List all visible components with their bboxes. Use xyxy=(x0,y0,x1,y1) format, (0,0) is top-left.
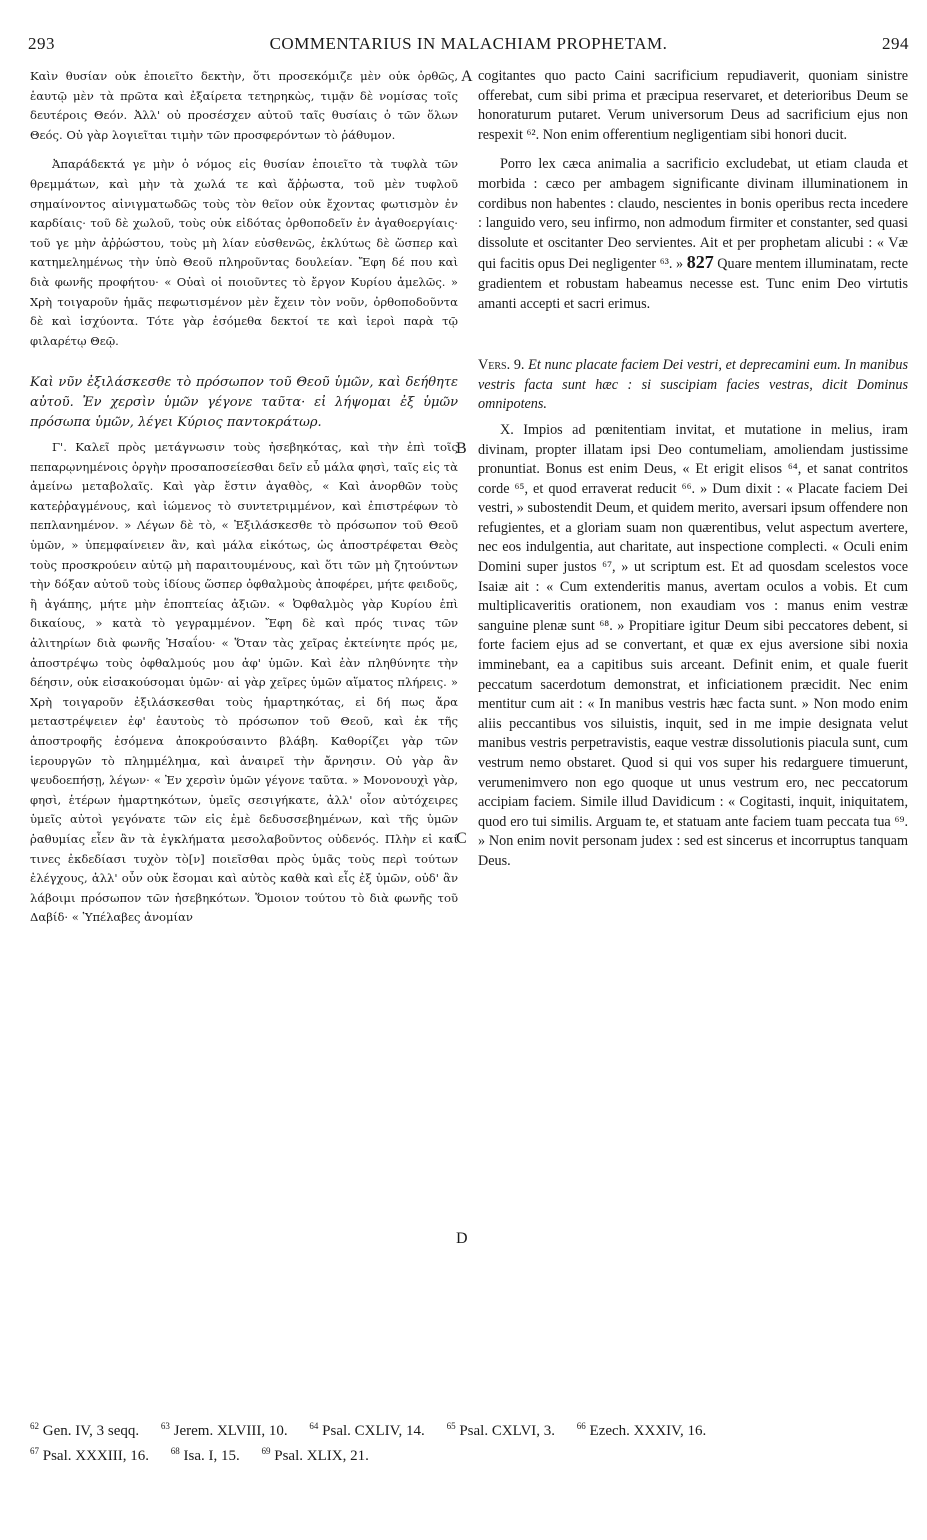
running-header xyxy=(28,34,909,56)
footnote-64: $^{64}$ Psal. CXLIV, 14. xyxy=(309,1421,425,1439)
margin-marker-a: A xyxy=(461,68,473,85)
greek-paragraph-2: Ἀπαράδεκτά γε μὴν ὁ νόμος εἰς θυσίαν ἐποιεῖτο τὰ τυφλὰ τῶν θρεμμάτων, καὶ μὴν τὰ χωλά τε καὶ ἄῤῥωστα, τοῦ μὲν τυφλοῦ σημαίνοντος αἰνιγματωδῶς τοὺς τὸν θεῖον οὐκ ἔχοντας φωτισμὸν ἐν καρδίαις· τοῦ δὲ χωλοῦ, τοὺς οὐκ εἰδότας ὀρθοποδεῖν ἐν ἀγαθοεργίαις· τοῦ γε μὴν ἀῤῥώστου, τοὺς μὴ λίαν εὐσθενῶς, ἐκλύτως δὲ ὥσπερ καὶ κατημελημένως τὴν ὑπὸ Θεοῦ πληροῦντας δουλείαν. Ἔφη δέ που καὶ διὰ φωνῆς προφήτου· « Οὐαὶ οἱ ποιοῦντες τὸ ἔργον Κυρίου ἀμελῶς. » Χρὴ τοιγαροῦν ἡμᾶς πεφωτισμένον μὲν ἔχειν τὸν νοῦν, ὀρθοποδοῦντα δὲ καὶ ἰσχύοντα. Τότε γὰρ ἐσόμεθα δεκτοί τε καὶ ἱεροὶ παρὰ τῷ φιλαρέτῳ Θεῷ. xyxy=(30,157,458,348)
footnotes xyxy=(30,1416,909,1466)
footnote-63: $^{63}$ Jerem. XLVIII, 10. xyxy=(160,1421,288,1439)
footnote-65: $^{65}$ Psal. CXLVI, 3. xyxy=(446,1421,556,1439)
page-number-right: 294 xyxy=(882,34,909,53)
latin-lemma xyxy=(478,356,908,415)
latin-paragraph-2a xyxy=(478,155,908,314)
latin-lemma-text: Et nunc placate faciem Dei vestri, et deprecamini eum. In manibus vestris facta sunt hæc : si suscipiam facies vestras, dicit Dominus omnipotens. xyxy=(478,357,909,413)
margin-marker-c: C xyxy=(456,830,467,847)
footnote-line-2 xyxy=(30,1441,909,1466)
latin-paragraph-2b-text: Quare mentem illuminatam, recte gradientem et robustam habeamus necesse est. Tunc enim Deo virtutis amanti accepti et sacri erimus. xyxy=(478,256,909,312)
footnote-68: $^{68}$ Isa. I, 15. xyxy=(170,1446,240,1464)
verse-label: Vers. 9. xyxy=(478,357,525,374)
greek-paragraph-1: Καὶν θυσίαν οὐκ ἐποιεῖτο δεκτὴν, ὅτι προσεκόμιζε μὲν οὐκ ὀρθῶς, ἑαυτῷ μὲν τὰ πρῶτα καὶ ἐξαίρετα τετηρηκὼς, τιμᾷν δὲ νομίσας τοῖς δευτέροις Θεόν. Ἀλλ' οὐ προσέσχεν αὐτοῦ ταῖς θυσίαις ὁ τῶν ὅλων Θεός. Οὐ γὰρ λογιεῖται τιμὴν τῶν προσφερόντων τὸ ῥάθυμον. xyxy=(30,69,458,142)
page-number-left: 293 xyxy=(28,34,55,53)
greek-paragraph-3: Γ'. Καλεῖ πρὸς μετάγνωσιν τοὺς ἠσεβηκότας, καὶ τὴν ἐπὶ τοῖς πεπαρῳνημένοις ὀργὴν προσαποσείεσθαι δεῖν εὖ μάλα φησὶ, ταῖς εἰς τὰ ἀμείνω μεταβολαῖς. Καὶ γὰρ ἔστιν ἀγαθὸς, « Καὶ ἀνορθῶν τοὺς κατεῤῥαγμένους, καὶ ἰώμενος τὸ συντετριμμένον, καὶ ἐπιστρέφων τὸ πεπλανημένον. » Λέγων δὲ τὸ, « Ἐξιλάσκεσθε τὸ πρόσωπον τοῦ Θεοῦ ὑμῶν, » ὑπεμφαίνειεν ἂν, καὶ μάλα εἰκότως, ὡς ἀποστρέφεται Θεὸς τοὺς προσκρούειν αὐτῷ μὴ παραιτουμένους, καὶ ὅτι τῶν μὴ ζητούντων τὴν δόξαν αὐτοῦ τοὺς ἰδίους ὥσπερ ὀφθαλμοὺς ἀποφέρει, μήτε φειδοῦς, ἢ ἀγάπης, μήτε μὴν ἐποπτείας ἀξιῶν. « Ὀφθαλμὸς γὰρ Κυρίου ἐπὶ δικαίους, » κατὰ τὸ γεγραμμένον. Ἔφη δὲ καὶ πρός τινας τῶν ἀλιτηρίων διὰ φωνῆς Ἡσαΐου· « Ὅταν τὰς χεῖρας ἐκτείνητε πρός με, ἀποστρέψω τοὺς ὀφθαλμούς μου ἀφ' ὑμῶν. Καὶ ἐὰν πληθύνητε τὴν δέησιν, οὐκ εἰσακούσομαι ὑμῶν· αἱ γὰρ χεῖρες ὑμῶν αἵματος πλήρεις. » Χρὴ τοιγαροῦν ἐξιλάσκεσθαι τοὺς ἡμαρτηκότας, εἰ δή πως ἄρα μεταστρέψειεν ἐφ' ἑαυτοὺς τὸ πρόσωπον τοῦ Θεοῦ, καὶ ἐκ τῆς ἀποστροφῆς ἐσόμενα ἀποκρούσαιντο βλάβη. Καθορίζει γὰρ τῶν ἱερουργῶν τὸ πλημμέλημα, καὶ ἀναιρεῖ τὴν ἄρνησιν. Οὐ γὰρ ἂν ψευδοεπήσῃ, λέγων· « Ἐν χερσὶν ὑμῶν γέγονε ταῦτα. » Μονονουχὶ γὰρ, φησὶ, ἑτέρων ἡμαρτηκότων, ὑμεῖς σεσιγήκατε, ἀλλ' οἷον αὐτόχειρες ὑμεῖς αὐτοὶ γεγόνατε τῶν εἰς ἐμὲ δεδυσσεβημένων, καὶ τῆς ὑμῶν ῥαθυμίας εἶεν ἂν τὰ ἐγκλήματα μεσολαβοῦντος οὐδενός. Πλὴν εἰ καί τινες ἐκδεδίασι τυχὸν τὸ[ν] ποιεῖσθαι πρὸς ὑμᾶς τοὺς περὶ τούτων ἐλέγχους, ἀλλ' οὖν οὐκ ἔσομαι καὶ αὐτὸς καθὰ καὶ εἷς ἐξ ὑμῶν, οὐδ' ἂν λάβοιμι πρόσωπον τῶν ἠσεβηκότων. Ὅμοιον τούτου τὸ διὰ φωνῆς τοῦ Δαβίδ· « Ὑπέλαβες ἀνομίαν xyxy=(30,440,458,925)
footnote-69: $^{69}$ Psal. XLIX, 21. xyxy=(261,1446,369,1464)
latin-paragraph-2a-text: Porro lex cæca animalia a sacrificio excludebat, ut etiam clauda et morbida : cæco per ambagem significante divinam illuminationem in cordibus non habentes : claudo, nescientes in bonis operibus recta incedere : languido vero, seu infirmo, non admodum firmiter et constanter, sed quasi dissolute et oscitanter Deo servientes. Ait et per prophetam alicubi : « Væ qui facitis opus Dei negligenter ⁶³. » xyxy=(478,156,908,273)
greek-column xyxy=(30,67,458,928)
latin-column xyxy=(478,67,908,872)
footnote-62: $^{62}$ Gen. IV, 3 seqq. xyxy=(30,1421,140,1439)
latin-paragraph-1: cogitantes quo pacto Caini sacrificium repudiaverit, quoniam sinistre offerebat, cum sibi prima et præcipua reservaret, et deterioribus Deum se honoraturum putaret. Verum universorum Deus ad sacrificium ejus non respexit ⁶². Non enim offerentium negligentiam sibi honori ducit. xyxy=(478,68,908,143)
footnote-67: $^{67}$ Psal. XXXIII, 16. xyxy=(30,1446,149,1464)
margin-marker-d: D xyxy=(456,1230,468,1247)
latin-paragraph-3: X. Impios ad pœnitentiam invitat, et mutatione in melius, iram divinam, propter illatam ipsi Deo contumeliam, amoliendam justissime pronuntiat. Bonus est enim Deus, « Et erigit elisos ⁶⁴, et sanat contritos corde ⁶⁵, et quod erraverat reducit ⁶⁶. » Dum dixit : « Placate faciem Dei vestri, » subostendit Deum, et quidem merito, aversari ipsum offendere non refugientes, et a gloriam suam non quærentibus, velut aspectum avertere, nec eos indulgentia, aut charitate, aut inspectione complecti. « Oculi enim Domini super justos ⁶⁷, » ut scriptum est. Et ad quosdam scelestos voce Isaiæ ait : « Cum extenderitis manus, avertam oculos a vobis. Et cum multiplicaveritis orationem, non exaudiam vos : manus enim vestræ sanguine plenæ sunt ⁶⁸. » Propitiare igitur Deum sibi peccatores debent, si forte faciem ejus ad se convertant, et quæ ex ejus aversione sibi noxia imminebant, ea a capitibus suis arceant. Definit enim, et quale fuerit peccatum sacerdotum demonstrat, et inficiationem præcidit. Nec enim mentitur cum ait : « In manibus vestris hæc facta sunt. » Non modo enim aliis peccantibus vos siluistis, inquit, sed in me impie designata velut manibus vestris perpetravistis, eaque vestræ dissolutionis piacula sunt, cum vestrum nemo obstaret. Quod si qui vos super his redarguere timuerunt, verumenimvero non ego quoque ut unus vestrum ero, nec peccatorum accipiam faciem. Simile illud Davidicum : « Cogitasti, inquit, iniquitatem, quod ero tui similis. Arguam te, et statuam ante faciem tuam peccata tua ⁶⁹. » Non enim novit personam judex : sed est sincerus et incorruptus tanquam Deus. xyxy=(478,421,908,869)
running-title: COMMENTARIUS IN MALACHIAM PROPHETAM. xyxy=(269,34,668,53)
footnote-66: $^{66}$ Ezech. XXXIV, 16. xyxy=(576,1421,707,1439)
margin-marker-b: B xyxy=(456,440,467,457)
footnote-line-1 xyxy=(30,1416,909,1441)
column-number-827: 827 xyxy=(686,252,714,273)
greek-lemma: Καὶ νῦν ἐξιλάσκεσθε τὸ πρόσωπον τοῦ Θεοῦ ὑμῶν, καὶ δεήθητε αὐτοῦ. Ἐν χερσὶν ὑμῶν γέγονε ταῦτα· εἰ λήψομαι ἐξ ὑμῶν πρόσωπα ὑμῶν, λέγει Κύριος παντοκράτωρ. xyxy=(30,375,458,430)
